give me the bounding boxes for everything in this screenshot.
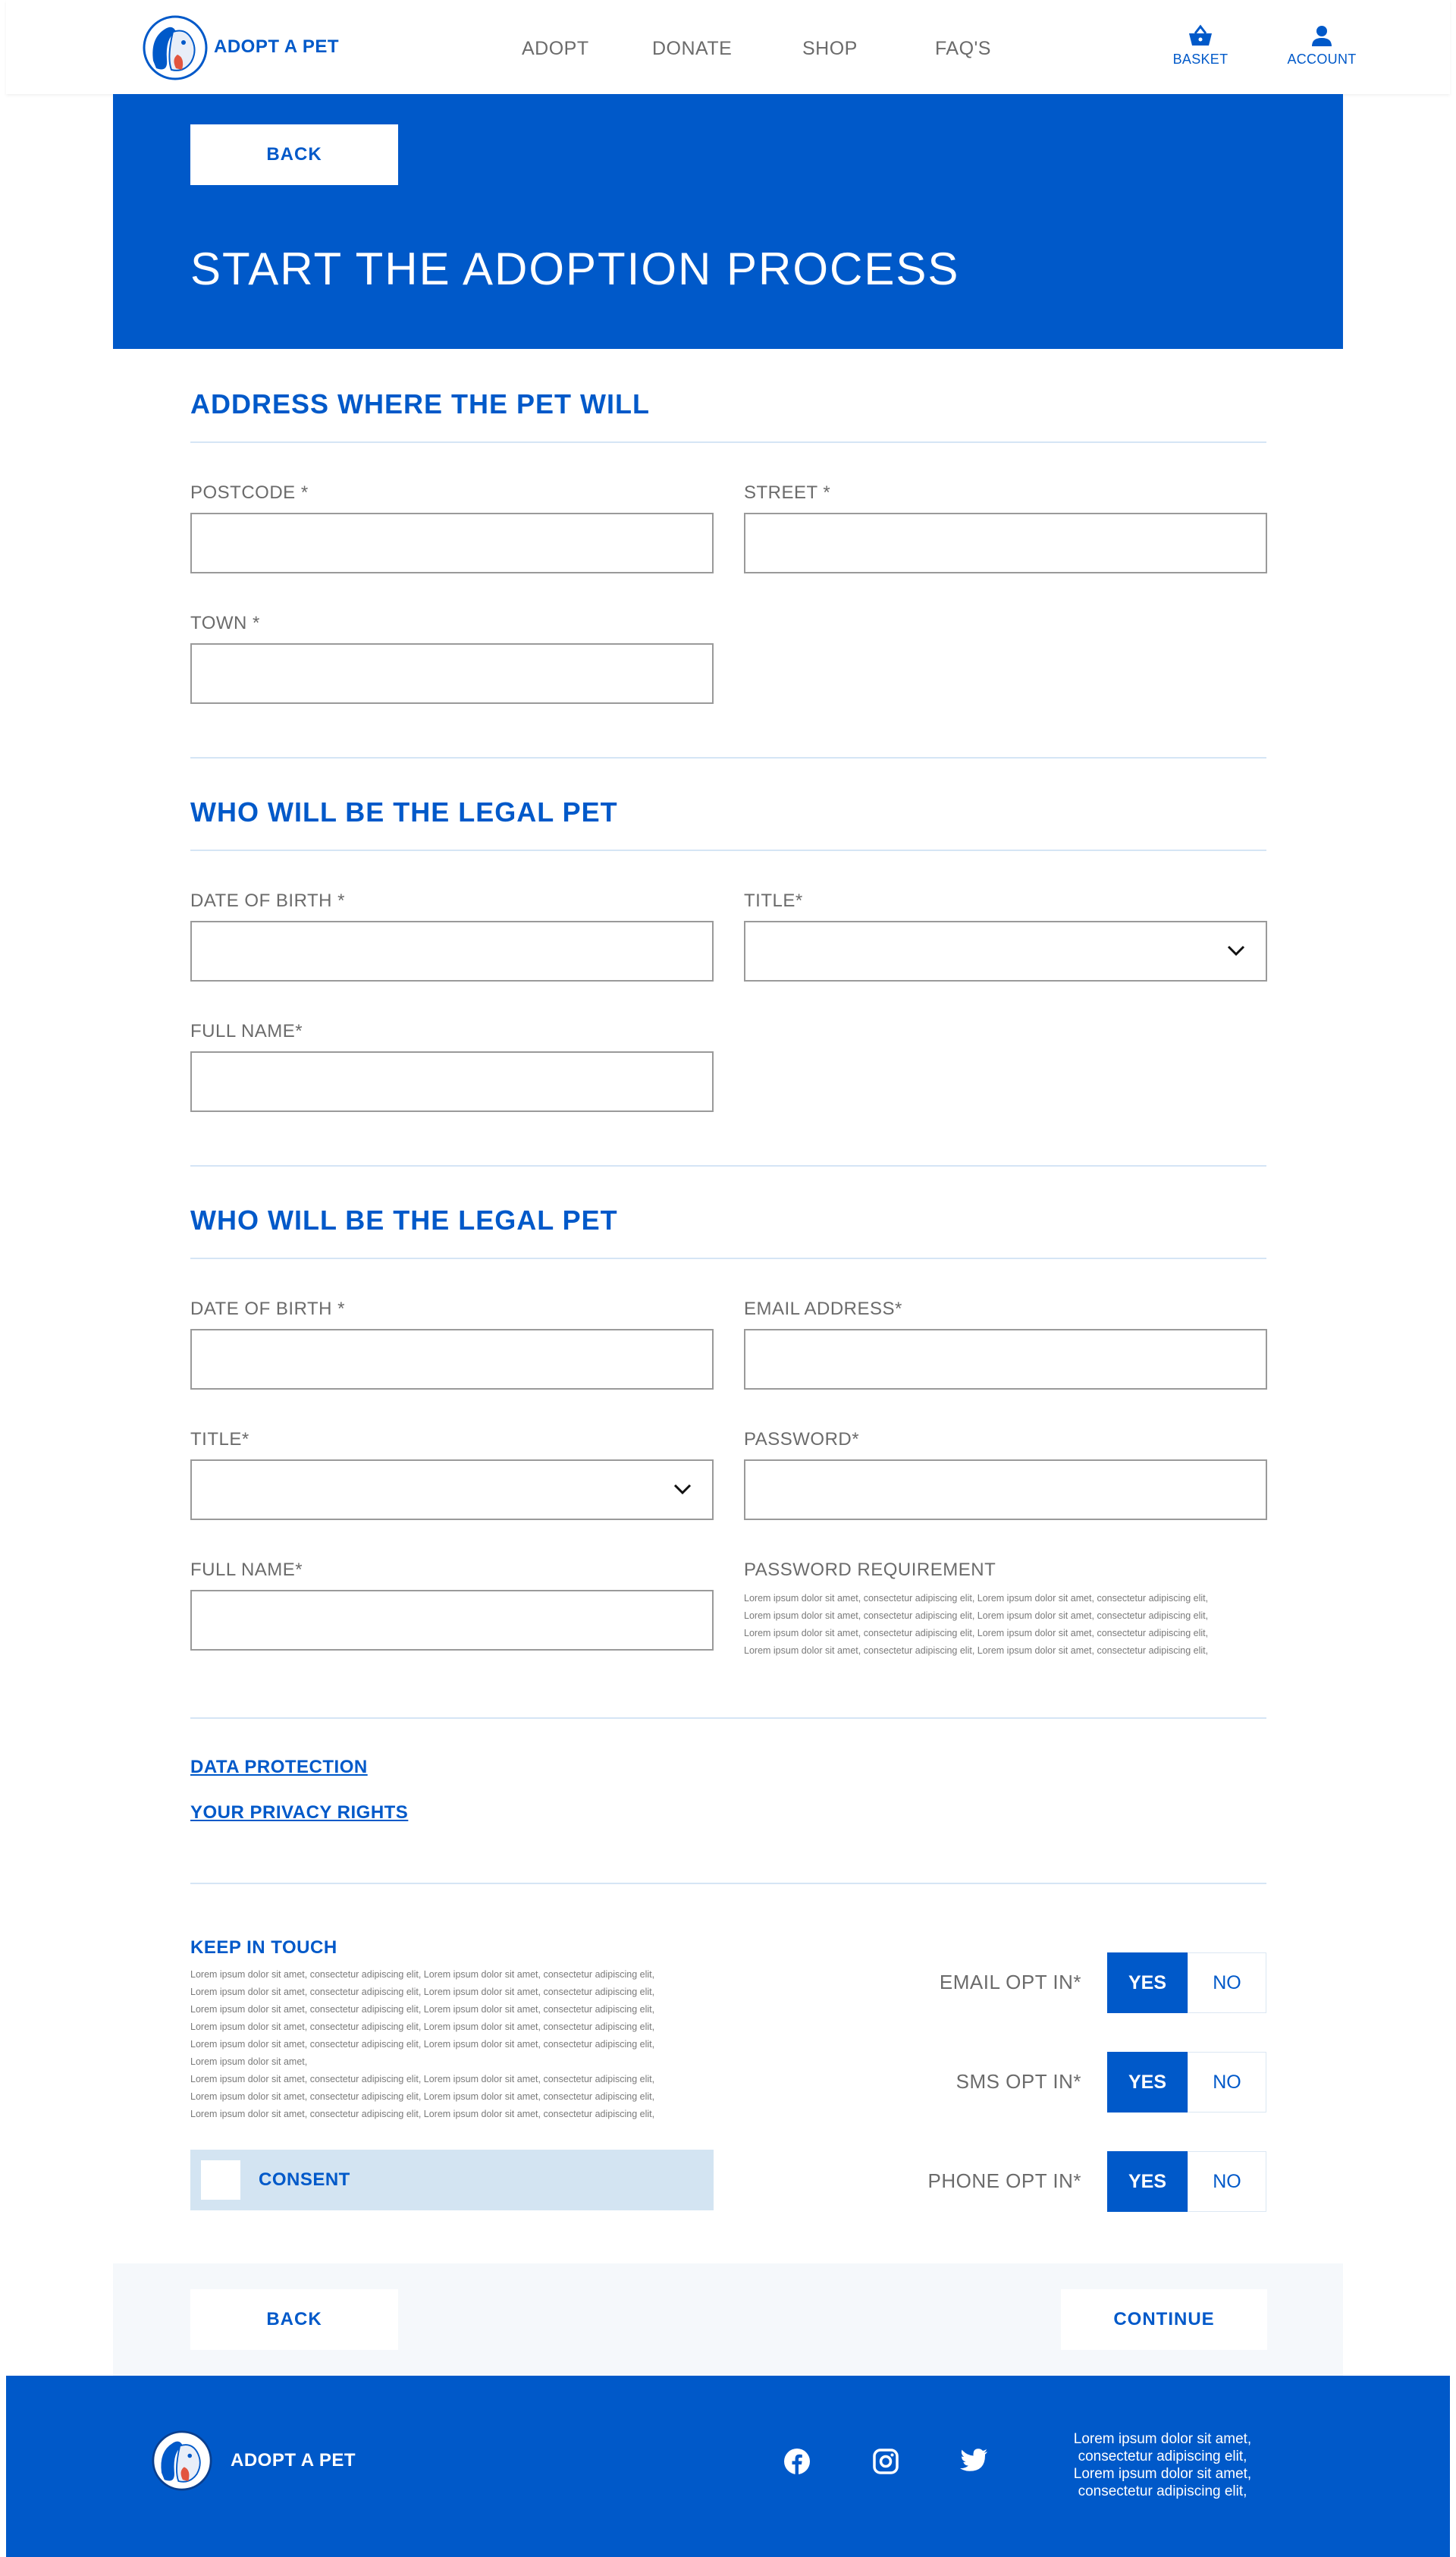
pet-logo-icon[interactable] — [143, 15, 208, 80]
email-input[interactable] — [744, 1329, 1267, 1390]
keep-in-touch-text — [190, 1966, 721, 2123]
email-opt-in-label: EMAIL OPT IN* — [939, 1971, 1081, 1993]
dob-label-2: DATE OF BIRTH * — [190, 1299, 345, 1319]
continue-button[interactable]: CONTINUE — [1061, 2289, 1267, 2350]
account-label: ACCOUNT — [1287, 52, 1357, 67]
facebook-icon[interactable] — [783, 2448, 811, 2475]
text-line: Lorem ipsum dolor sit amet, consectetur adipiscing elit, Lorem ipsum dolor sit amet, consectetur adipiscing elit, — [744, 1610, 1209, 1621]
keep-in-touch-title: KEEP IN TOUCH — [190, 1937, 337, 1958]
text-line: consectetur adipiscing elit, — [1078, 2483, 1247, 2499]
text-line: Lorem ipsum dolor sit amet, consectetur adipiscing elit, Lorem ipsum dolor sit amet, consectetur adipiscing elit, — [744, 1593, 1209, 1604]
text-line: Lorem ipsum dolor sit amet, consectetur adipiscing elit, Lorem ipsum dolor sit amet, consectetur adipiscing elit, — [190, 2039, 655, 2050]
consent-toggle[interactable] — [190, 2150, 714, 2210]
nav-donate[interactable]: DONATE — [652, 38, 733, 59]
footer-text — [1060, 2430, 1265, 2500]
footer-logo-text[interactable]: ADOPT A PET — [231, 2450, 356, 2471]
account-button[interactable] — [1280, 24, 1363, 68]
email-label: EMAIL ADDRESS* — [744, 1299, 902, 1319]
back-button[interactable]: BACK — [190, 124, 398, 185]
user-icon — [1310, 24, 1333, 47]
text-line: Lorem ipsum dolor sit amet, consectetur adipiscing elit, Lorem ipsum dolor sit amet, consectetur adipiscing elit, — [190, 2004, 655, 2015]
title-select[interactable] — [744, 921, 1267, 982]
fullname-input[interactable] — [190, 1051, 714, 1112]
site-header — [6, 0, 1450, 94]
site-footer — [6, 2376, 1450, 2557]
twitter-icon[interactable] — [960, 2448, 989, 2474]
dob-input[interactable] — [190, 921, 714, 982]
phone-opt-in-no[interactable]: NO — [1188, 2151, 1266, 2212]
email-opt-in-yes[interactable]: YES — [1107, 1952, 1188, 2013]
street-label: STREET * — [744, 482, 831, 503]
title-select-2[interactable] — [190, 1459, 714, 1520]
text-line: Lorem ipsum dolor sit amet, consectetur adipiscing elit, Lorem ipsum dolor sit amet, consectetur adipiscing elit, — [190, 2109, 655, 2119]
fullname-input-2[interactable] — [190, 1590, 714, 1651]
text-line: Lorem ipsum dolor sit amet, consectetur adipiscing elit, Lorem ipsum dolor sit amet, consectetur adipiscing elit, — [190, 2021, 655, 2032]
password-requirement-label: PASSWORD REQUIREMENT — [744, 1560, 996, 1580]
fullname-label: FULL NAME* — [190, 1021, 303, 1041]
nav-adopt[interactable]: ADOPT — [522, 38, 589, 59]
sms-opt-in-no[interactable]: NO — [1188, 2052, 1266, 2113]
divider — [190, 757, 1266, 759]
chevron-down-icon — [1226, 944, 1246, 957]
street-input[interactable] — [744, 513, 1267, 573]
text-line: Lorem ipsum dolor sit amet, — [1073, 2466, 1252, 2482]
password-label: PASSWORD* — [744, 1429, 860, 1450]
basket-icon — [1188, 24, 1213, 47]
hero-banner — [113, 94, 1343, 349]
text-line: Lorem ipsum dolor sit amet, consectetur adipiscing elit, Lorem ipsum dolor sit amet, consectetur adipiscing elit, — [190, 2074, 655, 2084]
title-label-2: TITLE* — [190, 1429, 249, 1450]
text-line: consectetur adipiscing elit, — [1078, 2449, 1247, 2464]
fullname-label-2: FULL NAME* — [190, 1560, 303, 1580]
title-label: TITLE* — [744, 891, 803, 911]
divider — [190, 1165, 1266, 1167]
divider — [190, 1717, 1266, 1719]
back-button-bottom[interactable]: BACK — [190, 2289, 398, 2350]
consent-label: CONSENT — [259, 2169, 350, 2190]
text-line: Lorem ipsum dolor sit amet, consectetur adipiscing elit, Lorem ipsum dolor sit amet, consectetur adipiscing elit, — [190, 1987, 655, 1997]
text-line: Lorem ipsum dolor sit amet, consectetur adipiscing elit, Lorem ipsum dolor sit amet, consectetur adipiscing elit, — [190, 1969, 655, 1980]
logo-text[interactable]: ADOPT A PET — [214, 36, 340, 57]
divider — [190, 1883, 1266, 1884]
basket-button[interactable] — [1166, 24, 1235, 68]
legal-section-title: WHO WILL BE THE LEGAL PET — [190, 796, 618, 828]
text-line: Lorem ipsum dolor sit amet, consectetur adipiscing elit, Lorem ipsum dolor sit amet, consectetur adipiscing elit, — [744, 1645, 1209, 1656]
consent-checkbox[interactable] — [201, 2160, 240, 2200]
divider — [190, 441, 1266, 443]
data-protection-link[interactable]: DATA PROTECTION — [190, 1757, 368, 1777]
nav-faqs[interactable]: FAQ'S — [935, 38, 991, 59]
text-line: Lorem ipsum dolor sit amet, — [190, 2056, 308, 2067]
chevron-down-icon — [673, 1482, 692, 1496]
page-title: START THE ADOPTION PROCESS — [190, 243, 960, 294]
password-input[interactable] — [744, 1459, 1267, 1520]
basket-label: BASKET — [1172, 52, 1228, 67]
town-label: TOWN * — [190, 613, 260, 633]
password-requirement-text — [744, 1590, 1275, 1660]
legal-section-title-2: WHO WILL BE THE LEGAL PET — [190, 1205, 618, 1236]
divider — [190, 850, 1266, 851]
sms-opt-in-label: SMS OPT IN* — [956, 2070, 1081, 2093]
text-line: Lorem ipsum dolor sit amet, consectetur adipiscing elit, Lorem ipsum dolor sit amet, consectetur adipiscing elit, — [744, 1628, 1209, 1638]
address-section-title: ADDRESS WHERE THE PET WILL — [190, 388, 651, 419]
text-line: Lorem ipsum dolor sit amet, — [1073, 2431, 1252, 2447]
postcode-input[interactable] — [190, 513, 714, 573]
town-input[interactable] — [190, 643, 714, 704]
pet-logo-icon[interactable] — [152, 2430, 212, 2491]
dob-label: DATE OF BIRTH * — [190, 891, 345, 911]
phone-opt-in-yes[interactable]: YES — [1107, 2151, 1188, 2212]
instagram-icon[interactable] — [872, 2448, 899, 2475]
email-opt-in-no[interactable]: NO — [1188, 1952, 1266, 2013]
postcode-label: POSTCODE * — [190, 482, 309, 503]
phone-opt-in-label: PHONE OPT IN* — [927, 2169, 1081, 2192]
text-line: Lorem ipsum dolor sit amet, consectetur adipiscing elit, Lorem ipsum dolor sit amet, consectetur adipiscing elit, — [190, 2091, 655, 2102]
privacy-rights-link[interactable]: YOUR PRIVACY RIGHTS — [190, 1802, 409, 1823]
dob-input-2[interactable] — [190, 1329, 714, 1390]
divider — [190, 1258, 1266, 1259]
nav-shop[interactable]: SHOP — [802, 38, 858, 59]
sms-opt-in-yes[interactable]: YES — [1107, 2052, 1188, 2113]
form-actions-bar — [113, 2263, 1343, 2376]
